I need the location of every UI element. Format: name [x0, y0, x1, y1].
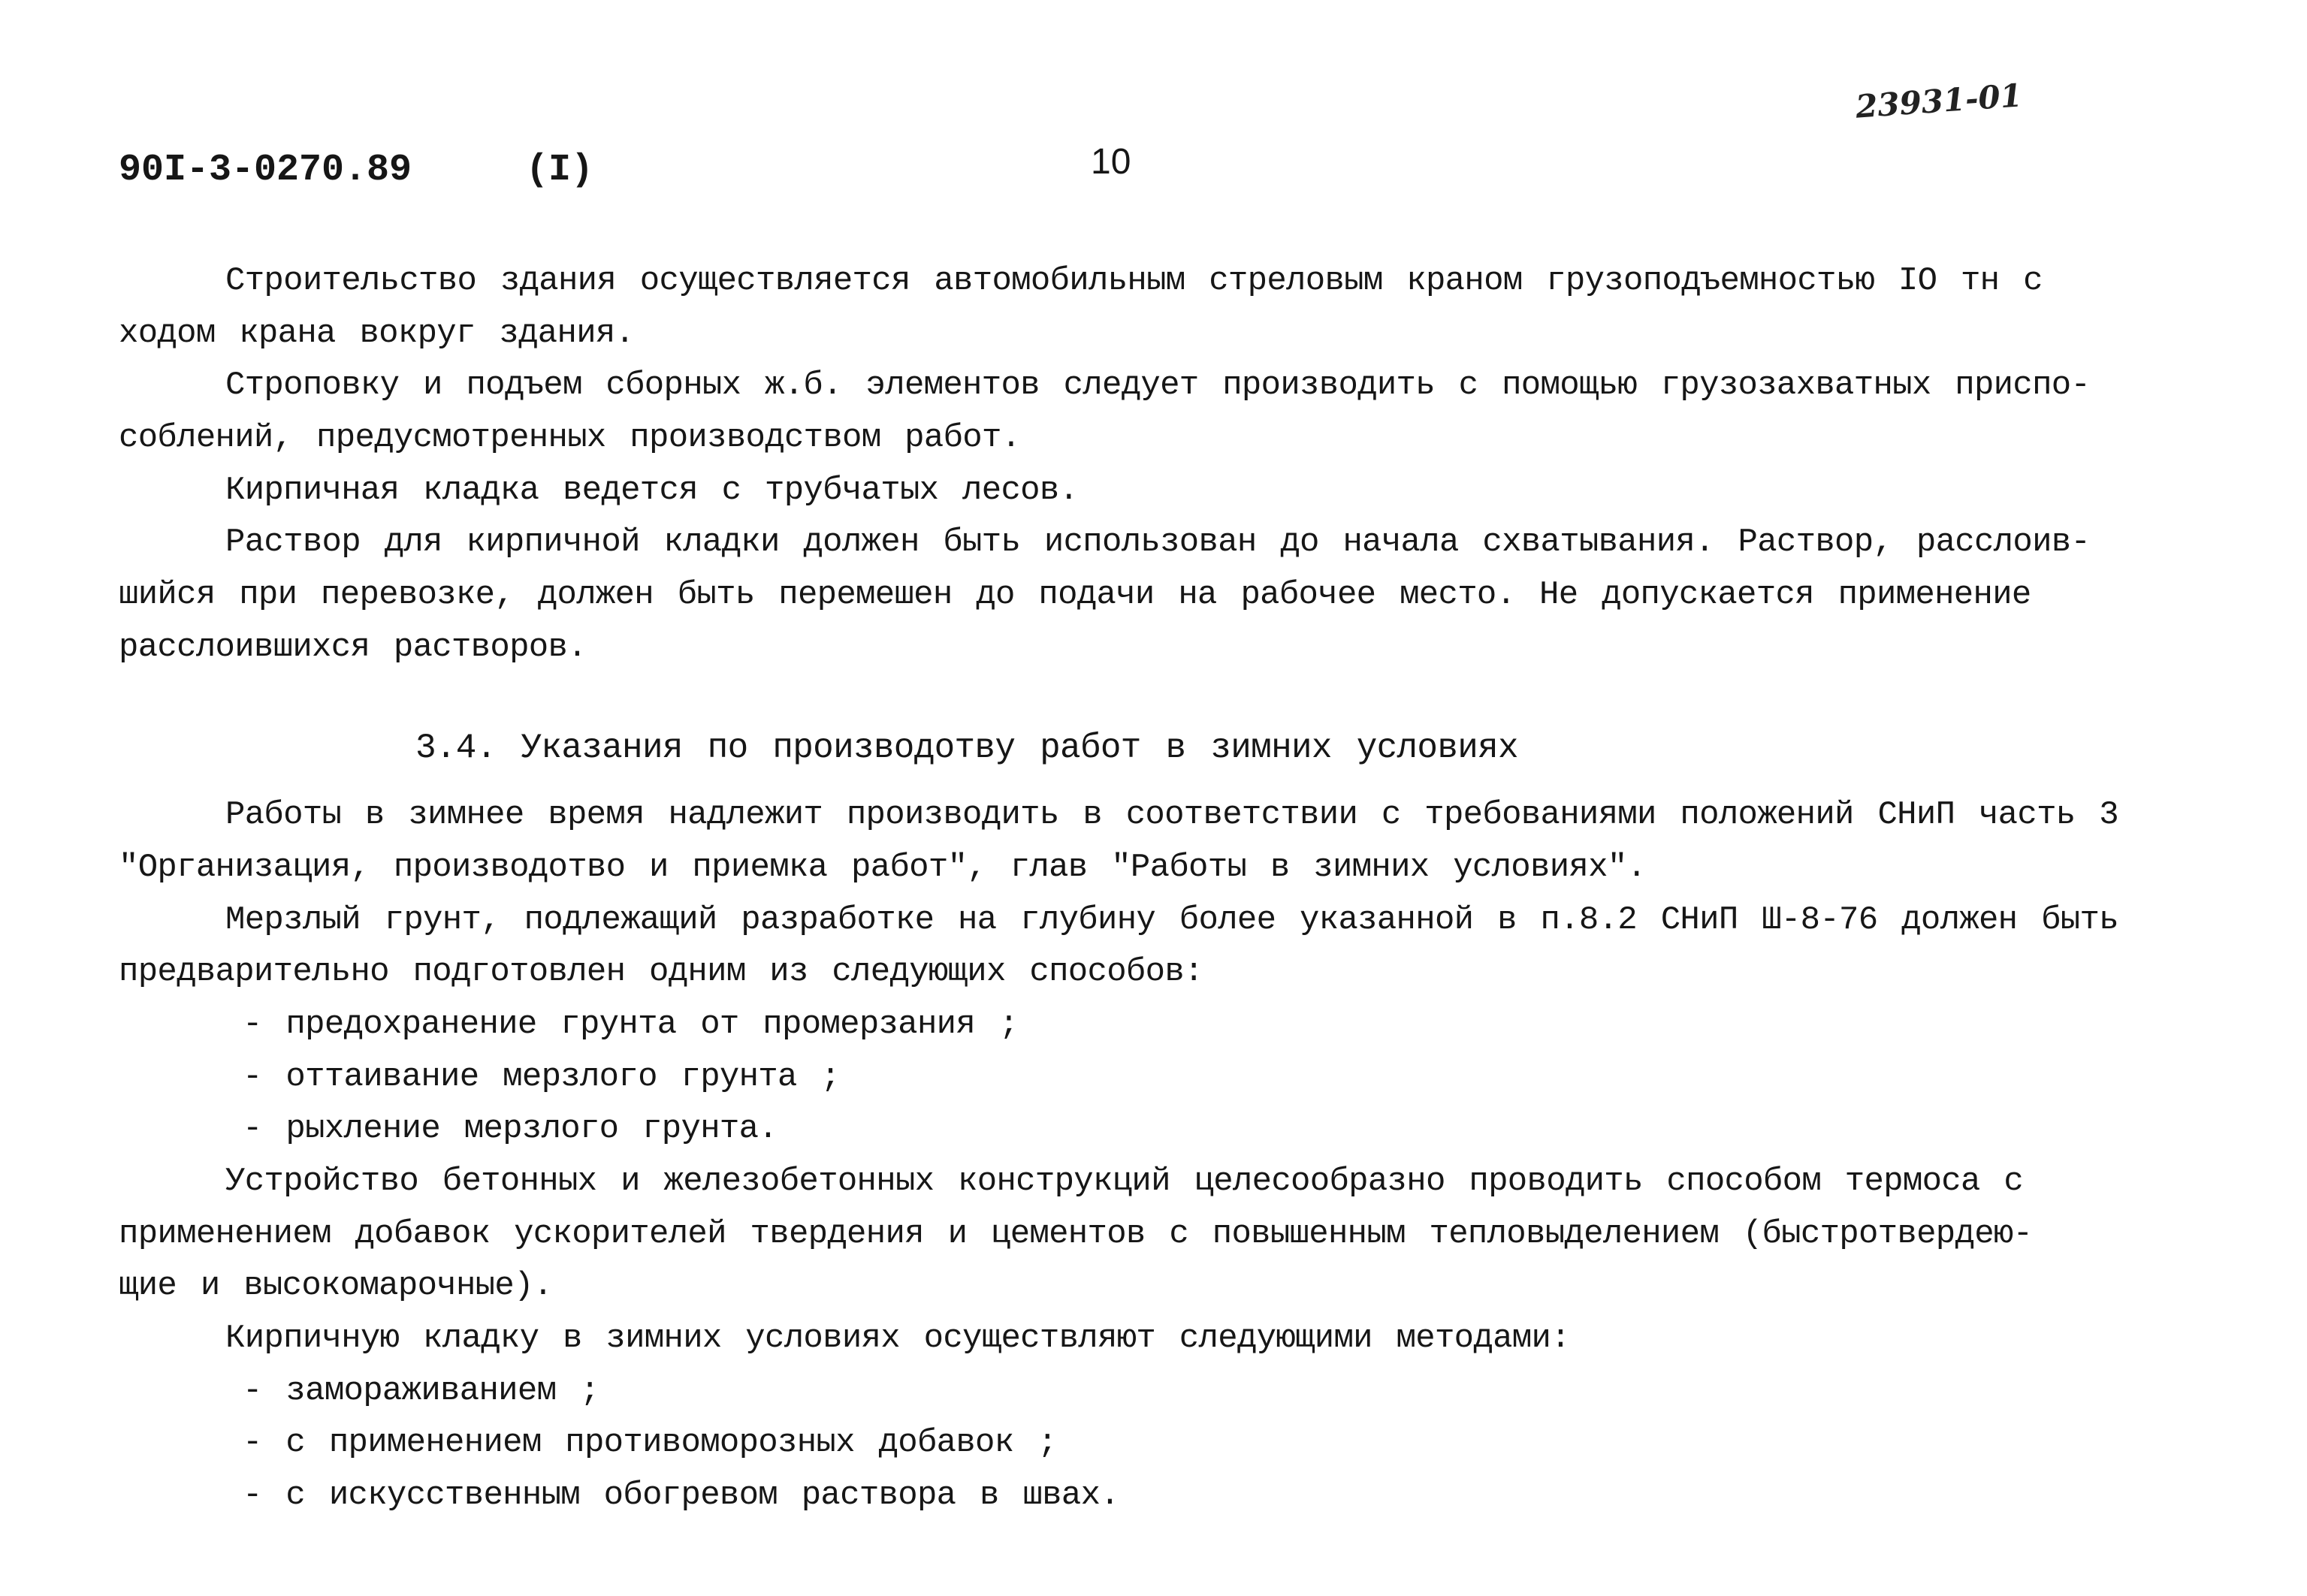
paragraph-line: "Организация, производотво и приемка работ", глав "Работы в зимних условиях".	[119, 848, 1647, 886]
section-heading: 3.4. Указания по производотву работ в зимних условиях	[415, 728, 1518, 768]
document-part: (I)	[526, 149, 594, 192]
document-body	[119, 255, 2237, 1522]
list-item: - рыхление мерзлого грунта.	[243, 1110, 778, 1148]
paragraph-line: расслоившихся растворов.	[119, 628, 587, 666]
page-number: 10	[1091, 142, 1131, 182]
paragraph-line: применением добавок ускорителей твердения и цементов с повышенным тепловыделением (быстротвердею-	[119, 1214, 2033, 1253]
page-header	[0, 142, 2307, 201]
paragraph-line: Мерзлый грунт, подлежащий разработке на глубину более указанной в п.8.2 СНиП Ш-8-76 должен быть	[225, 901, 2118, 939]
paragraph-line: шийся при перевозке, должен быть перемешен до подачи на рабочее место. Не допускается применение	[119, 576, 2031, 614]
paragraph-line: Работы в зимнее время надлежит производить в соответствии с требованиями положений СНиП часть 3	[225, 796, 2118, 834]
paragraph-line: Строительство здания осуществляется автомобильным стреловым краном грузоподъемностью IO тн с	[225, 262, 2043, 300]
document-code: 90I-3-0270.89	[119, 149, 412, 192]
paragraph-line: ходом крана вокруг здания.	[119, 314, 635, 352]
paragraph-line: Кирпичную кладку в зимних условиях осуществляют следующими методами:	[225, 1320, 1570, 1358]
paragraph-line: щие и высокомарочные).	[119, 1267, 553, 1305]
paragraph-line: Строповку и подъем сборных ж.б. элементов следует производить с помощью грузозахватных приспо-	[225, 367, 2091, 405]
paragraph-line: Кирпичная кладка ведется с трубчатых лесов.	[225, 471, 1079, 509]
paragraph-line: соблений, предусмотренных производством работ.	[119, 419, 1021, 457]
paragraph-line: Устройство бетонных и железобетонных конструкций целесообразно проводить способом термоса с	[225, 1163, 2024, 1200]
list-item: - оттаивание мерзлого грунта ;	[243, 1057, 841, 1096]
paragraph-line: Раствор для кирпичной кладки должен быть использован до начала схватывания. Раствор, расслоив-	[225, 523, 2091, 562]
list-item: - с искусственным обогревом раствора в швах.	[243, 1477, 1119, 1515]
handwritten-note: 23931-01	[1854, 77, 2024, 125]
list-item: - предохранение грунта от промерзания ;	[243, 1005, 1019, 1043]
list-item: - замораживанием ;	[243, 1371, 599, 1410]
list-item: - с применением противоморозных добавок ;	[243, 1424, 1057, 1462]
paragraph-line: предварительно подготовлен одним из следующих способов:	[119, 953, 1203, 991]
